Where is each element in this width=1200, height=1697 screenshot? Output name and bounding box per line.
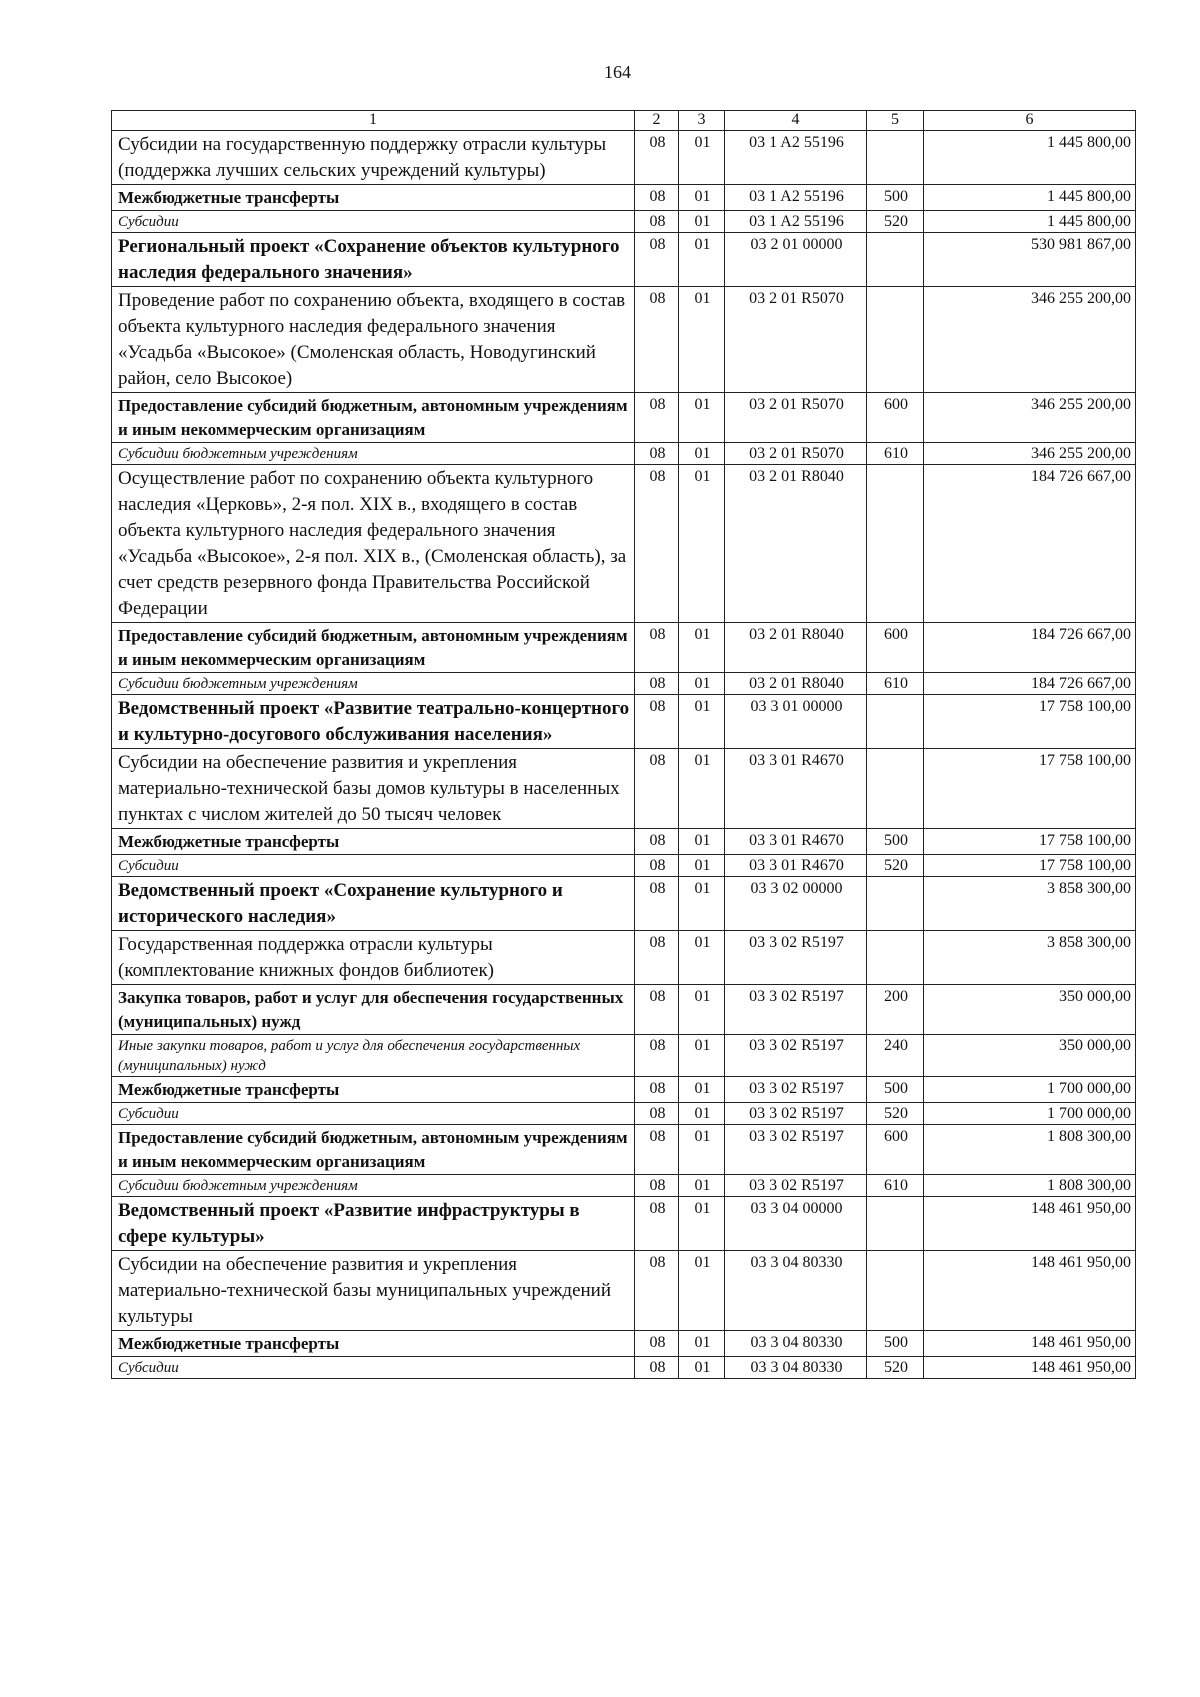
row-name-cell: Субсидии на обеспечение развития и укрепления материально-технической базы домов культуры в населенных пунктах с числом жителей до 50 тысяч человек xyxy=(112,749,635,829)
target-article-cell: 03 3 02 R5197 xyxy=(725,931,867,985)
amount-cell: 1 700 000,00 xyxy=(924,1103,1136,1125)
table-row xyxy=(112,1103,1136,1125)
subsection-code-cell: 01 xyxy=(679,1331,725,1357)
target-article-cell: 03 3 01 R4670 xyxy=(725,749,867,829)
amount-cell: 184 726 667,00 xyxy=(924,673,1136,695)
section-code-cell: 08 xyxy=(635,985,679,1035)
row-name-cell: Осуществление работ по сохранению объекта культурного наследия «Церковь», 2-я пол. XIX в., входящего в состав объекта культурного наследия федерального значения «Усадьба «Высокое», 2-я пол. XIX в., (Смоленская область), за счет средств резервного фонда Правительства Российской Федерации xyxy=(112,465,635,623)
section-code-cell: 08 xyxy=(635,855,679,877)
subsection-code-cell: 01 xyxy=(679,829,725,855)
table-row xyxy=(112,623,1136,673)
subsection-code-cell: 01 xyxy=(679,673,725,695)
section-code-cell: 08 xyxy=(635,1357,679,1379)
section-code-cell: 08 xyxy=(635,287,679,393)
expense-type-cell: 610 xyxy=(867,443,924,465)
budget-table xyxy=(111,110,1136,1379)
target-article-cell: 03 3 04 80330 xyxy=(725,1251,867,1331)
amount-cell: 148 461 950,00 xyxy=(924,1357,1136,1379)
column-header: 4 xyxy=(725,111,867,131)
table-row xyxy=(112,185,1136,211)
column-number-row xyxy=(112,111,1136,131)
table-row xyxy=(112,1331,1136,1357)
target-article-cell: 03 2 01 R5070 xyxy=(725,393,867,443)
subsection-code-cell: 01 xyxy=(679,749,725,829)
amount-cell: 3 858 300,00 xyxy=(924,877,1136,931)
amount-cell: 350 000,00 xyxy=(924,985,1136,1035)
section-code-cell: 08 xyxy=(635,1077,679,1103)
table-row xyxy=(112,1175,1136,1197)
target-article-cell: 03 3 04 80330 xyxy=(725,1357,867,1379)
page-number: 164 xyxy=(604,62,631,82)
expense-type-cell xyxy=(867,1251,924,1331)
row-name-cell: Межбюджетные трансферты xyxy=(112,829,635,855)
expense-type-cell: 600 xyxy=(867,393,924,443)
target-article-cell: 03 3 02 00000 xyxy=(725,877,867,931)
subsection-code-cell: 01 xyxy=(679,1103,725,1125)
amount-cell: 346 255 200,00 xyxy=(924,443,1136,465)
row-name-cell: Предоставление субсидий бюджетным, автономным учреждениям и иным некоммерческим организациям xyxy=(112,1125,635,1175)
table-row xyxy=(112,211,1136,233)
expense-type-cell xyxy=(867,233,924,287)
target-article-cell: 03 3 01 00000 xyxy=(725,695,867,749)
row-name-cell: Субсидии xyxy=(112,1357,635,1379)
subsection-code-cell: 01 xyxy=(679,1077,725,1103)
subsection-code-cell: 01 xyxy=(679,1035,725,1077)
row-name-cell: Иные закупки товаров, работ и услуг для обеспечения государственных (муниципальных) нужд xyxy=(112,1035,635,1077)
table-row xyxy=(112,985,1136,1035)
subsection-code-cell: 01 xyxy=(679,1175,725,1197)
table-row xyxy=(112,1197,1136,1251)
section-code-cell: 08 xyxy=(635,1125,679,1175)
target-article-cell: 03 2 01 R5070 xyxy=(725,443,867,465)
section-code-cell: 08 xyxy=(635,443,679,465)
expense-type-cell xyxy=(867,695,924,749)
amount-cell: 1 700 000,00 xyxy=(924,1077,1136,1103)
row-name-cell: Межбюджетные трансферты xyxy=(112,185,635,211)
row-name-cell: Субсидии xyxy=(112,211,635,233)
table-row xyxy=(112,931,1136,985)
section-code-cell: 08 xyxy=(635,393,679,443)
column-header: 6 xyxy=(924,111,1136,131)
row-name-cell: Межбюджетные трансферты xyxy=(112,1331,635,1357)
target-article-cell: 03 3 02 R5197 xyxy=(725,1035,867,1077)
amount-cell: 1 445 800,00 xyxy=(924,131,1136,185)
target-article-cell: 03 2 01 R8040 xyxy=(725,673,867,695)
subsection-code-cell: 01 xyxy=(679,393,725,443)
expense-type-cell: 500 xyxy=(867,185,924,211)
amount-cell: 1 445 800,00 xyxy=(924,185,1136,211)
expense-type-cell: 610 xyxy=(867,673,924,695)
expense-type-cell xyxy=(867,749,924,829)
subsection-code-cell: 01 xyxy=(679,443,725,465)
row-name-cell: Предоставление субсидий бюджетным, автономным учреждениям и иным некоммерческим организациям xyxy=(112,623,635,673)
row-name-cell: Ведомственный проект «Развитие инфраструктуры в сфере культуры» xyxy=(112,1197,635,1251)
expense-type-cell xyxy=(867,465,924,623)
expense-type-cell: 600 xyxy=(867,623,924,673)
table-row xyxy=(112,695,1136,749)
row-name-cell: Субсидии xyxy=(112,1103,635,1125)
row-name-cell: Межбюджетные трансферты xyxy=(112,1077,635,1103)
section-code-cell: 08 xyxy=(635,1103,679,1125)
subsection-code-cell: 01 xyxy=(679,695,725,749)
expense-type-cell xyxy=(867,131,924,185)
target-article-cell: 03 3 02 R5197 xyxy=(725,1103,867,1125)
amount-cell: 184 726 667,00 xyxy=(924,465,1136,623)
expense-type-cell xyxy=(867,1197,924,1251)
subsection-code-cell: 01 xyxy=(679,985,725,1035)
amount-cell: 1 808 300,00 xyxy=(924,1125,1136,1175)
expense-type-cell: 500 xyxy=(867,1331,924,1357)
expense-type-cell: 520 xyxy=(867,855,924,877)
amount-cell: 17 758 100,00 xyxy=(924,695,1136,749)
table-row xyxy=(112,131,1136,185)
target-article-cell: 03 2 01 R8040 xyxy=(725,465,867,623)
subsection-code-cell: 01 xyxy=(679,1125,725,1175)
expense-type-cell xyxy=(867,877,924,931)
subsection-code-cell: 01 xyxy=(679,185,725,211)
target-article-cell: 03 3 02 R5197 xyxy=(725,1125,867,1175)
section-code-cell: 08 xyxy=(635,211,679,233)
target-article-cell: 03 1 A2 55196 xyxy=(725,131,867,185)
table-row xyxy=(112,673,1136,695)
table-row xyxy=(112,877,1136,931)
target-article-cell: 03 3 01 R4670 xyxy=(725,829,867,855)
section-code-cell: 08 xyxy=(635,1035,679,1077)
section-code-cell: 08 xyxy=(635,1251,679,1331)
subsection-code-cell: 01 xyxy=(679,1197,725,1251)
table-row xyxy=(112,1251,1136,1331)
section-code-cell: 08 xyxy=(635,695,679,749)
table-row xyxy=(112,233,1136,287)
row-name-cell: Проведение работ по сохранению объекта, входящего в состав объекта культурного наследия федерального значения «Усадьба «Высокое» (Смоленская область, Новодугинский район, село Высокое) xyxy=(112,287,635,393)
amount-cell: 530 981 867,00 xyxy=(924,233,1136,287)
table-row xyxy=(112,1077,1136,1103)
subsection-code-cell: 01 xyxy=(679,855,725,877)
expense-type-cell: 520 xyxy=(867,1103,924,1125)
amount-cell: 148 461 950,00 xyxy=(924,1197,1136,1251)
amount-cell: 17 758 100,00 xyxy=(924,829,1136,855)
subsection-code-cell: 01 xyxy=(679,1251,725,1331)
table-row xyxy=(112,1125,1136,1175)
row-name-cell: Региональный проект «Сохранение объектов культурного наследия федерального значения» xyxy=(112,233,635,287)
table-row xyxy=(112,1357,1136,1379)
section-code-cell: 08 xyxy=(635,131,679,185)
subsection-code-cell: 01 xyxy=(679,211,725,233)
expense-type-cell: 600 xyxy=(867,1125,924,1175)
table-body xyxy=(112,131,1136,1379)
expense-type-cell: 500 xyxy=(867,1077,924,1103)
expense-type-cell: 240 xyxy=(867,1035,924,1077)
row-name-cell: Субсидии бюджетным учреждениям xyxy=(112,1175,635,1197)
section-code-cell: 08 xyxy=(635,749,679,829)
amount-cell: 17 758 100,00 xyxy=(924,749,1136,829)
amount-cell: 17 758 100,00 xyxy=(924,855,1136,877)
section-code-cell: 08 xyxy=(635,829,679,855)
section-code-cell: 08 xyxy=(635,1197,679,1251)
target-article-cell: 03 1 A2 55196 xyxy=(725,185,867,211)
target-article-cell: 03 3 01 R4670 xyxy=(725,855,867,877)
table-row xyxy=(112,393,1136,443)
column-header: 3 xyxy=(679,111,725,131)
target-article-cell: 03 2 01 R8040 xyxy=(725,623,867,673)
amount-cell: 148 461 950,00 xyxy=(924,1251,1136,1331)
column-header: 5 xyxy=(867,111,924,131)
subsection-code-cell: 01 xyxy=(679,465,725,623)
row-name-cell: Субсидии бюджетным учреждениям xyxy=(112,443,635,465)
expense-type-cell: 520 xyxy=(867,211,924,233)
table-row xyxy=(112,443,1136,465)
table-row xyxy=(112,1035,1136,1077)
amount-cell: 1 808 300,00 xyxy=(924,1175,1136,1197)
subsection-code-cell: 01 xyxy=(679,233,725,287)
column-header: 2 xyxy=(635,111,679,131)
subsection-code-cell: 01 xyxy=(679,931,725,985)
expense-type-cell: 520 xyxy=(867,1357,924,1379)
amount-cell: 1 445 800,00 xyxy=(924,211,1136,233)
row-name-cell: Субсидии на обеспечение развития и укрепления материально-технической базы муниципальных учреждений культуры xyxy=(112,1251,635,1331)
row-name-cell: Предоставление субсидий бюджетным, автономным учреждениям и иным некоммерческим организациям xyxy=(112,393,635,443)
column-header: 1 xyxy=(112,111,635,131)
target-article-cell: 03 3 04 80330 xyxy=(725,1331,867,1357)
subsection-code-cell: 01 xyxy=(679,877,725,931)
row-name-cell: Ведомственный проект «Развитие театрально-концертного и культурно-досугового обслуживания населения» xyxy=(112,695,635,749)
subsection-code-cell: 01 xyxy=(679,1357,725,1379)
subsection-code-cell: 01 xyxy=(679,623,725,673)
expense-type-cell: 200 xyxy=(867,985,924,1035)
table-row xyxy=(112,829,1136,855)
section-code-cell: 08 xyxy=(635,623,679,673)
row-name-cell: Закупка товаров, работ и услуг для обеспечения государственных (муниципальных) нужд xyxy=(112,985,635,1035)
row-name-cell: Субсидии бюджетным учреждениям xyxy=(112,673,635,695)
amount-cell: 3 858 300,00 xyxy=(924,931,1136,985)
expense-type-cell: 610 xyxy=(867,1175,924,1197)
amount-cell: 346 255 200,00 xyxy=(924,287,1136,393)
target-article-cell: 03 3 02 R5197 xyxy=(725,985,867,1035)
expense-type-cell: 500 xyxy=(867,829,924,855)
subsection-code-cell: 01 xyxy=(679,131,725,185)
target-article-cell: 03 1 A2 55196 xyxy=(725,211,867,233)
table-row xyxy=(112,287,1136,393)
amount-cell: 184 726 667,00 xyxy=(924,623,1136,673)
row-name-cell: Субсидии на государственную поддержку отрасли культуры (поддержка лучших сельских учреждений культуры) xyxy=(112,131,635,185)
row-name-cell: Ведомственный проект «Сохранение культурного и исторического наследия» xyxy=(112,877,635,931)
target-article-cell: 03 2 01 R5070 xyxy=(725,287,867,393)
section-code-cell: 08 xyxy=(635,465,679,623)
amount-cell: 350 000,00 xyxy=(924,1035,1136,1077)
table-row xyxy=(112,855,1136,877)
target-article-cell: 03 3 02 R5197 xyxy=(725,1077,867,1103)
section-code-cell: 08 xyxy=(635,673,679,695)
table-row xyxy=(112,465,1136,623)
section-code-cell: 08 xyxy=(635,1175,679,1197)
target-article-cell: 03 3 02 R5197 xyxy=(725,1175,867,1197)
target-article-cell: 03 3 04 00000 xyxy=(725,1197,867,1251)
subsection-code-cell: 01 xyxy=(679,287,725,393)
section-code-cell: 08 xyxy=(635,233,679,287)
expense-type-cell xyxy=(867,931,924,985)
section-code-cell: 08 xyxy=(635,877,679,931)
amount-cell: 346 255 200,00 xyxy=(924,393,1136,443)
table-row xyxy=(112,749,1136,829)
target-article-cell: 03 2 01 00000 xyxy=(725,233,867,287)
section-code-cell: 08 xyxy=(635,931,679,985)
expense-type-cell xyxy=(867,287,924,393)
row-name-cell: Субсидии xyxy=(112,855,635,877)
amount-cell: 148 461 950,00 xyxy=(924,1331,1136,1357)
row-name-cell: Государственная поддержка отрасли культуры (комплектование книжных фондов библиотек) xyxy=(112,931,635,985)
section-code-cell: 08 xyxy=(635,1331,679,1357)
section-code-cell: 08 xyxy=(635,185,679,211)
